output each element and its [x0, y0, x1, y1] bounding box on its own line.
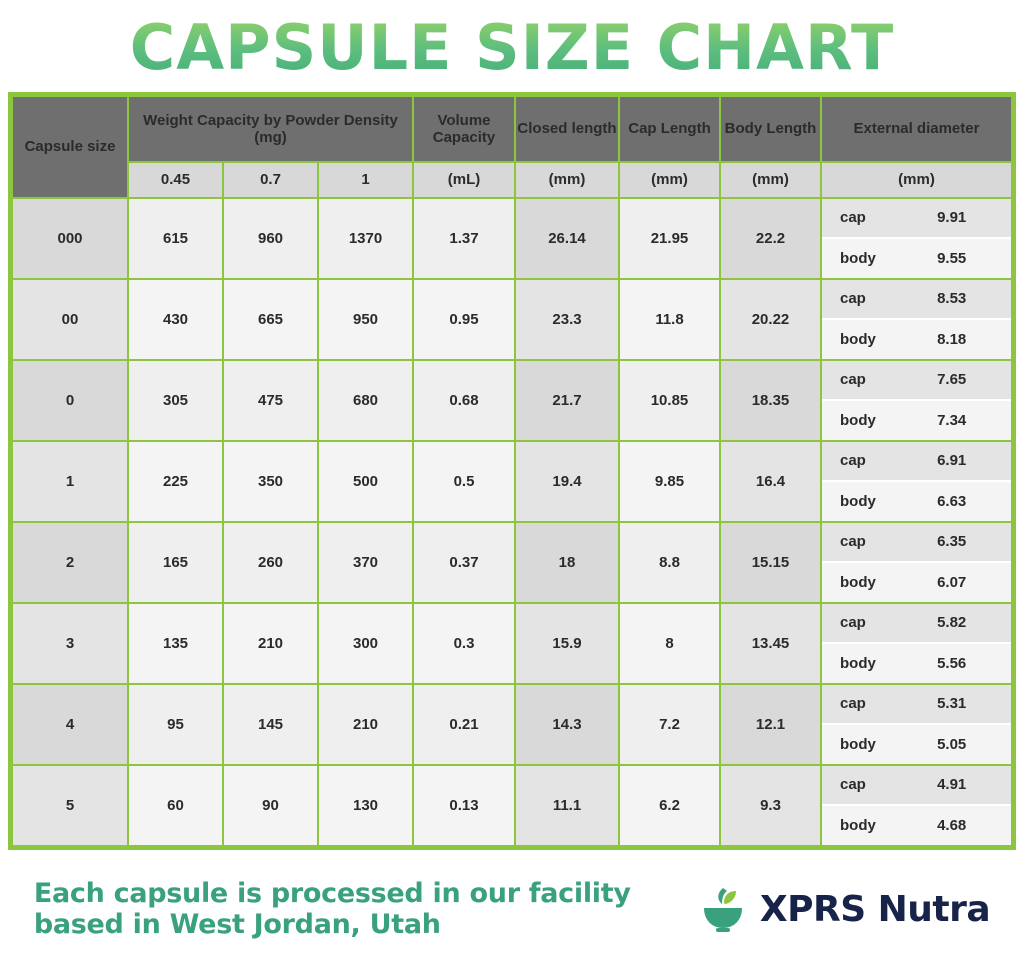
- header-closed-length: Closed length: [515, 96, 619, 162]
- ext-body-value: 8.18: [937, 330, 967, 348]
- cell-density-1: 1370: [318, 198, 413, 279]
- ext-body-value: 6.63: [937, 492, 967, 510]
- cell-external-diameter: [821, 441, 1012, 522]
- header-capsule-size: Capsule size: [12, 96, 128, 198]
- ext-cap-value: 7.65: [937, 371, 967, 389]
- ext-cap-label: cap: [840, 614, 866, 632]
- cell-capsule-size: 2: [12, 522, 128, 603]
- cell-volume: 0.95: [413, 279, 515, 360]
- cell-capsule-size: 3: [12, 603, 128, 684]
- ext-body-value: 9.55: [937, 249, 967, 267]
- mortar-and-leaf-icon: [696, 882, 750, 936]
- cell-volume: 0.5: [413, 441, 515, 522]
- cell-density-1: 370: [318, 522, 413, 603]
- header-row-sub: [12, 162, 1012, 198]
- cell-density-1: 500: [318, 441, 413, 522]
- table-body: [12, 198, 1012, 846]
- cell-external-diameter: [821, 360, 1012, 441]
- ext-body-label: body: [840, 816, 876, 834]
- table-row: [12, 198, 1012, 279]
- cell-capsule-size: 1: [12, 441, 128, 522]
- cell-density-1: 130: [318, 765, 413, 846]
- cell-density-1: 300: [318, 603, 413, 684]
- subheader-cap-unit: (mm): [619, 162, 720, 198]
- brand-name: XPRS Nutra: [759, 888, 991, 930]
- subheader-body-unit: (mm): [720, 162, 821, 198]
- brand-lockup: [696, 882, 990, 936]
- cell-cap-length: 6.2: [619, 765, 720, 846]
- cell-external-diameter: [821, 522, 1012, 603]
- ext-body-label: body: [840, 492, 876, 510]
- subheader-density-045: 0.45: [128, 162, 223, 198]
- table-row: [12, 522, 1012, 603]
- cell-density-07: 260: [223, 522, 318, 603]
- footer-tagline: Each capsule is processed in our facility based in West Jordan, Utah: [33, 877, 631, 940]
- ext-body-value: 4.68: [937, 816, 967, 834]
- subheader-volume-unit: (mL): [413, 162, 515, 198]
- ext-body-value: 7.34: [937, 411, 967, 429]
- header-weight-capacity: Weight Capacity by Powder Density (mg): [128, 96, 413, 162]
- capsule-size-table: [11, 95, 1013, 847]
- cell-closed-length: 21.7: [515, 360, 619, 441]
- table-row: [12, 441, 1012, 522]
- cell-body-length: 18.35: [720, 360, 821, 441]
- ext-cap-label: cap: [840, 695, 866, 713]
- cell-density-1: 680: [318, 360, 413, 441]
- ext-cap-value: 5.82: [937, 614, 967, 632]
- header-body-length: Body Length: [720, 96, 821, 162]
- cell-density-07: 960: [223, 198, 318, 279]
- cell-body-length: 16.4: [720, 441, 821, 522]
- ext-cap-value: 4.91: [937, 776, 967, 794]
- cell-capsule-size: 4: [12, 684, 128, 765]
- ext-body-label: body: [840, 330, 876, 348]
- ext-cap-label: cap: [840, 371, 866, 389]
- ext-body-value: 5.56: [937, 654, 967, 672]
- ext-body-label: body: [840, 411, 876, 429]
- cell-density-045: 305: [128, 360, 223, 441]
- cell-external-diameter: [821, 684, 1012, 765]
- cell-closed-length: 15.9: [515, 603, 619, 684]
- cell-external-diameter: [821, 603, 1012, 684]
- ext-cap-value: 9.91: [937, 209, 967, 227]
- cell-body-length: 9.3: [720, 765, 821, 846]
- ext-body-label: body: [840, 654, 876, 672]
- cell-density-07: 210: [223, 603, 318, 684]
- table-row: [12, 279, 1012, 360]
- cell-capsule-size: 5: [12, 765, 128, 846]
- footer: [0, 850, 1024, 958]
- cell-body-length: 15.15: [720, 522, 821, 603]
- header-row-main: [12, 96, 1012, 162]
- subheader-density-1: 1: [318, 162, 413, 198]
- cell-external-diameter: [821, 198, 1012, 279]
- cell-density-07: 665: [223, 279, 318, 360]
- cell-density-07: 145: [223, 684, 318, 765]
- page-title: CAPSULE SIZE CHART: [129, 11, 895, 84]
- cell-closed-length: 18: [515, 522, 619, 603]
- cell-density-045: 615: [128, 198, 223, 279]
- subheader-density-07: 0.7: [223, 162, 318, 198]
- ext-cap-value: 5.31: [937, 695, 967, 713]
- cell-density-1: 210: [318, 684, 413, 765]
- ext-cap-value: 6.35: [937, 533, 967, 551]
- cell-body-length: 22.2: [720, 198, 821, 279]
- ext-cap-value: 6.91: [937, 452, 967, 470]
- cell-closed-length: 14.3: [515, 684, 619, 765]
- ext-cap-label: cap: [840, 209, 866, 227]
- cell-density-045: 60: [128, 765, 223, 846]
- cell-density-045: 135: [128, 603, 223, 684]
- ext-body-value: 5.05: [937, 735, 967, 753]
- capsule-size-table-container: [8, 92, 1016, 850]
- cell-external-diameter: [821, 279, 1012, 360]
- table-row: [12, 603, 1012, 684]
- ext-cap-value: 8.53: [937, 290, 967, 308]
- cell-cap-length: 21.95: [619, 198, 720, 279]
- table-header: [12, 96, 1012, 198]
- cell-closed-length: 23.3: [515, 279, 619, 360]
- ext-cap-label: cap: [840, 533, 866, 551]
- cell-volume: 0.68: [413, 360, 515, 441]
- cell-body-length: 12.1: [720, 684, 821, 765]
- cell-cap-length: 8: [619, 603, 720, 684]
- cell-density-045: 165: [128, 522, 223, 603]
- cell-cap-length: 7.2: [619, 684, 720, 765]
- cell-density-07: 475: [223, 360, 318, 441]
- cell-cap-length: 9.85: [619, 441, 720, 522]
- cell-capsule-size: 00: [12, 279, 128, 360]
- cell-density-045: 430: [128, 279, 223, 360]
- ext-cap-label: cap: [840, 290, 866, 308]
- cell-volume: 0.13: [413, 765, 515, 846]
- cell-capsule-size: 0: [12, 360, 128, 441]
- cell-body-length: 13.45: [720, 603, 821, 684]
- page-title-container: [0, 0, 1024, 92]
- ext-body-value: 6.07: [937, 573, 967, 591]
- cell-cap-length: 11.8: [619, 279, 720, 360]
- ext-cap-label: cap: [840, 452, 866, 470]
- ext-body-label: body: [840, 735, 876, 753]
- table-row: [12, 360, 1012, 441]
- cell-closed-length: 26.14: [515, 198, 619, 279]
- cell-density-07: 350: [223, 441, 318, 522]
- header-volume-capacity: Volume Capacity: [413, 96, 515, 162]
- cell-external-diameter: [821, 765, 1012, 846]
- header-external-diameter: External diameter: [821, 96, 1012, 162]
- cell-volume: 1.37: [413, 198, 515, 279]
- cell-cap-length: 10.85: [619, 360, 720, 441]
- cell-volume: 0.37: [413, 522, 515, 603]
- cell-cap-length: 8.8: [619, 522, 720, 603]
- cell-density-07: 90: [223, 765, 318, 846]
- cell-volume: 0.21: [413, 684, 515, 765]
- header-cap-length: Cap Length: [619, 96, 720, 162]
- subheader-closed-unit: (mm): [515, 162, 619, 198]
- cell-closed-length: 11.1: [515, 765, 619, 846]
- ext-body-label: body: [840, 249, 876, 267]
- cell-body-length: 20.22: [720, 279, 821, 360]
- ext-body-label: body: [840, 573, 876, 591]
- table-row: [12, 684, 1012, 765]
- table-row: [12, 765, 1012, 846]
- cell-density-045: 95: [128, 684, 223, 765]
- cell-capsule-size: 000: [12, 198, 128, 279]
- subheader-external-unit: (mm): [821, 162, 1012, 198]
- ext-cap-label: cap: [840, 776, 866, 794]
- cell-closed-length: 19.4: [515, 441, 619, 522]
- cell-density-045: 225: [128, 441, 223, 522]
- cell-density-1: 950: [318, 279, 413, 360]
- cell-volume: 0.3: [413, 603, 515, 684]
